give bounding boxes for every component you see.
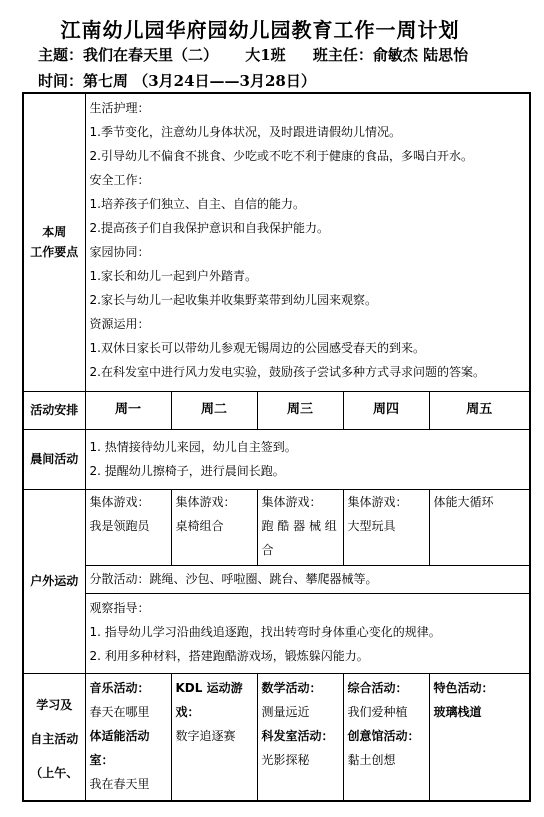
- game-content: 大型玩具: [347, 518, 396, 533]
- observe-line: 2. 利用多种材料，搭建跑酷游戏场，锻炼躲闪能力。: [89, 648, 369, 663]
- learning-mon: [85, 673, 171, 801]
- learning-tue: [171, 673, 257, 801]
- focus-label-1: 本周: [42, 225, 67, 240]
- time-line: 时间：第七周 （3月24日——3月28日）: [38, 72, 316, 90]
- activity-title: 音乐活动：: [89, 680, 150, 695]
- scattered-activity: 分散活动：跳绳、沙包、呼啦圈、跳台、攀爬器械等。: [85, 565, 530, 593]
- observe-line: 1. 指导幼儿学习沿曲线追逐跑，找出转弯时身体重心变化的规律。: [89, 624, 441, 639]
- focus-row: [23, 93, 530, 391]
- learning-wed: [257, 673, 343, 801]
- activity-content: 黏土创想: [347, 752, 396, 767]
- learning-label-3: （上午、: [30, 765, 79, 780]
- teachers-text: 班主任：俞敏杰 陆思怡: [312, 46, 469, 64]
- game-content: 跑 酷 器 械 组合: [261, 518, 337, 557]
- activity-title: 数学活动：: [261, 680, 322, 695]
- activity-content: 我们爱种植: [347, 704, 408, 719]
- focus-line: 1.培养孩子们独立、自主、自信的能力。: [89, 197, 305, 211]
- game-content: 桌椅组合: [175, 518, 224, 533]
- activity-title: 创意馆活动：: [347, 728, 420, 743]
- morning-label: 晨间活动: [23, 429, 85, 489]
- focus-line: 1.双休日家长可以带幼儿参观无锡周边的公园感受春天的到来。: [89, 341, 425, 355]
- activity-title: 综合活动：: [347, 680, 408, 695]
- game-content: 我是领跑员: [89, 518, 150, 533]
- observe-title: 观察指导：: [89, 600, 150, 615]
- plan-table: [22, 92, 531, 802]
- learning-row: [23, 673, 530, 801]
- learning-label-2: 自主活动: [30, 731, 79, 746]
- day-thu: 周四: [343, 391, 429, 429]
- focus-line: 2.提高孩子们自我保护意识和自我保护能力。: [89, 221, 329, 235]
- game-title: 集体游戏：: [175, 494, 236, 509]
- focus-content: [85, 93, 530, 391]
- theme-text: 主题：我们在春天里（二）: [38, 46, 219, 64]
- activity-title: 特色活动：: [433, 680, 494, 695]
- schedule-row: [23, 391, 530, 429]
- learning-label: [23, 673, 85, 801]
- day-fri: 周五: [429, 391, 530, 429]
- focus-line: 2.引导幼儿不偏食不挑食、少吃或不吃不利于健康的食品，多喝白开水。: [89, 149, 473, 163]
- learning-thu: [343, 673, 429, 801]
- focus-line: 资源运用：: [89, 317, 150, 331]
- morning-line: 2. 提醒幼儿擦椅子，进行晨间长跑。: [89, 464, 285, 478]
- morning-row: [23, 429, 530, 489]
- game-title: 集体游戏：: [89, 494, 150, 509]
- learning-fri: [429, 673, 530, 801]
- class-text: 大1班: [245, 46, 286, 64]
- activity-content: 数字追逐赛: [175, 728, 236, 743]
- focus-line: 安全工作：: [89, 173, 150, 187]
- focus-line: 生活护理：: [89, 101, 150, 115]
- focus-line: 1.季节变化，注意幼儿身体状况，及时跟进请假幼儿情况。: [89, 125, 401, 139]
- meta-line-1: [38, 44, 490, 65]
- outdoor-observe-row: [23, 593, 530, 673]
- observe-content: [85, 593, 530, 673]
- activity-title: 体适能活动室：: [89, 728, 150, 767]
- activity-content: 玻璃栈道: [433, 704, 482, 719]
- outdoor-thu: [343, 489, 429, 565]
- activity-content: 我在春天里: [89, 776, 150, 791]
- outdoor-games-row: [23, 489, 530, 565]
- focus-label: [23, 93, 85, 391]
- game-title: 集体游戏：: [347, 494, 408, 509]
- day-tue: 周二: [171, 391, 257, 429]
- game-title: 体能大循环: [433, 494, 494, 509]
- focus-line: 1.家长和幼儿一起到户外踏青。: [89, 269, 257, 283]
- learning-label-1: 学习及: [36, 697, 73, 712]
- morning-line: 1. 热情接待幼儿来园，幼儿自主签到。: [89, 440, 297, 454]
- focus-line: 2.在科发室中进行风力发电实验，鼓励孩子尝试多种方式寻求问题的答案。: [89, 365, 485, 379]
- game-title: 集体游戏：: [261, 494, 322, 509]
- outdoor-label: 户外运动: [23, 489, 85, 673]
- outdoor-scattered-row: [23, 565, 530, 593]
- schedule-label: 活动安排: [23, 391, 85, 429]
- outdoor-fri: [429, 489, 530, 565]
- outdoor-wed: [257, 489, 343, 565]
- activity-title: KDL 运动游戏：: [175, 680, 243, 719]
- day-wed: 周三: [257, 391, 343, 429]
- activity-content: 春天在哪里: [89, 704, 150, 719]
- morning-content: [85, 429, 530, 489]
- outdoor-mon: [85, 489, 171, 565]
- outdoor-tue: [171, 489, 257, 565]
- day-mon: 周一: [85, 391, 171, 429]
- activity-content: 光影探秘: [261, 752, 310, 767]
- focus-line: 家园协同：: [89, 245, 150, 259]
- focus-label-2: 工作要点: [30, 245, 79, 260]
- activity-content: 测量远近: [261, 704, 310, 719]
- activity-title: 科发室活动：: [261, 728, 334, 743]
- focus-line: 2.家长与幼儿一起收集并收集野菜带到幼儿园来观察。: [89, 293, 377, 307]
- page-title: 江南幼儿园华府园幼儿园教育工作一周计划: [60, 18, 460, 42]
